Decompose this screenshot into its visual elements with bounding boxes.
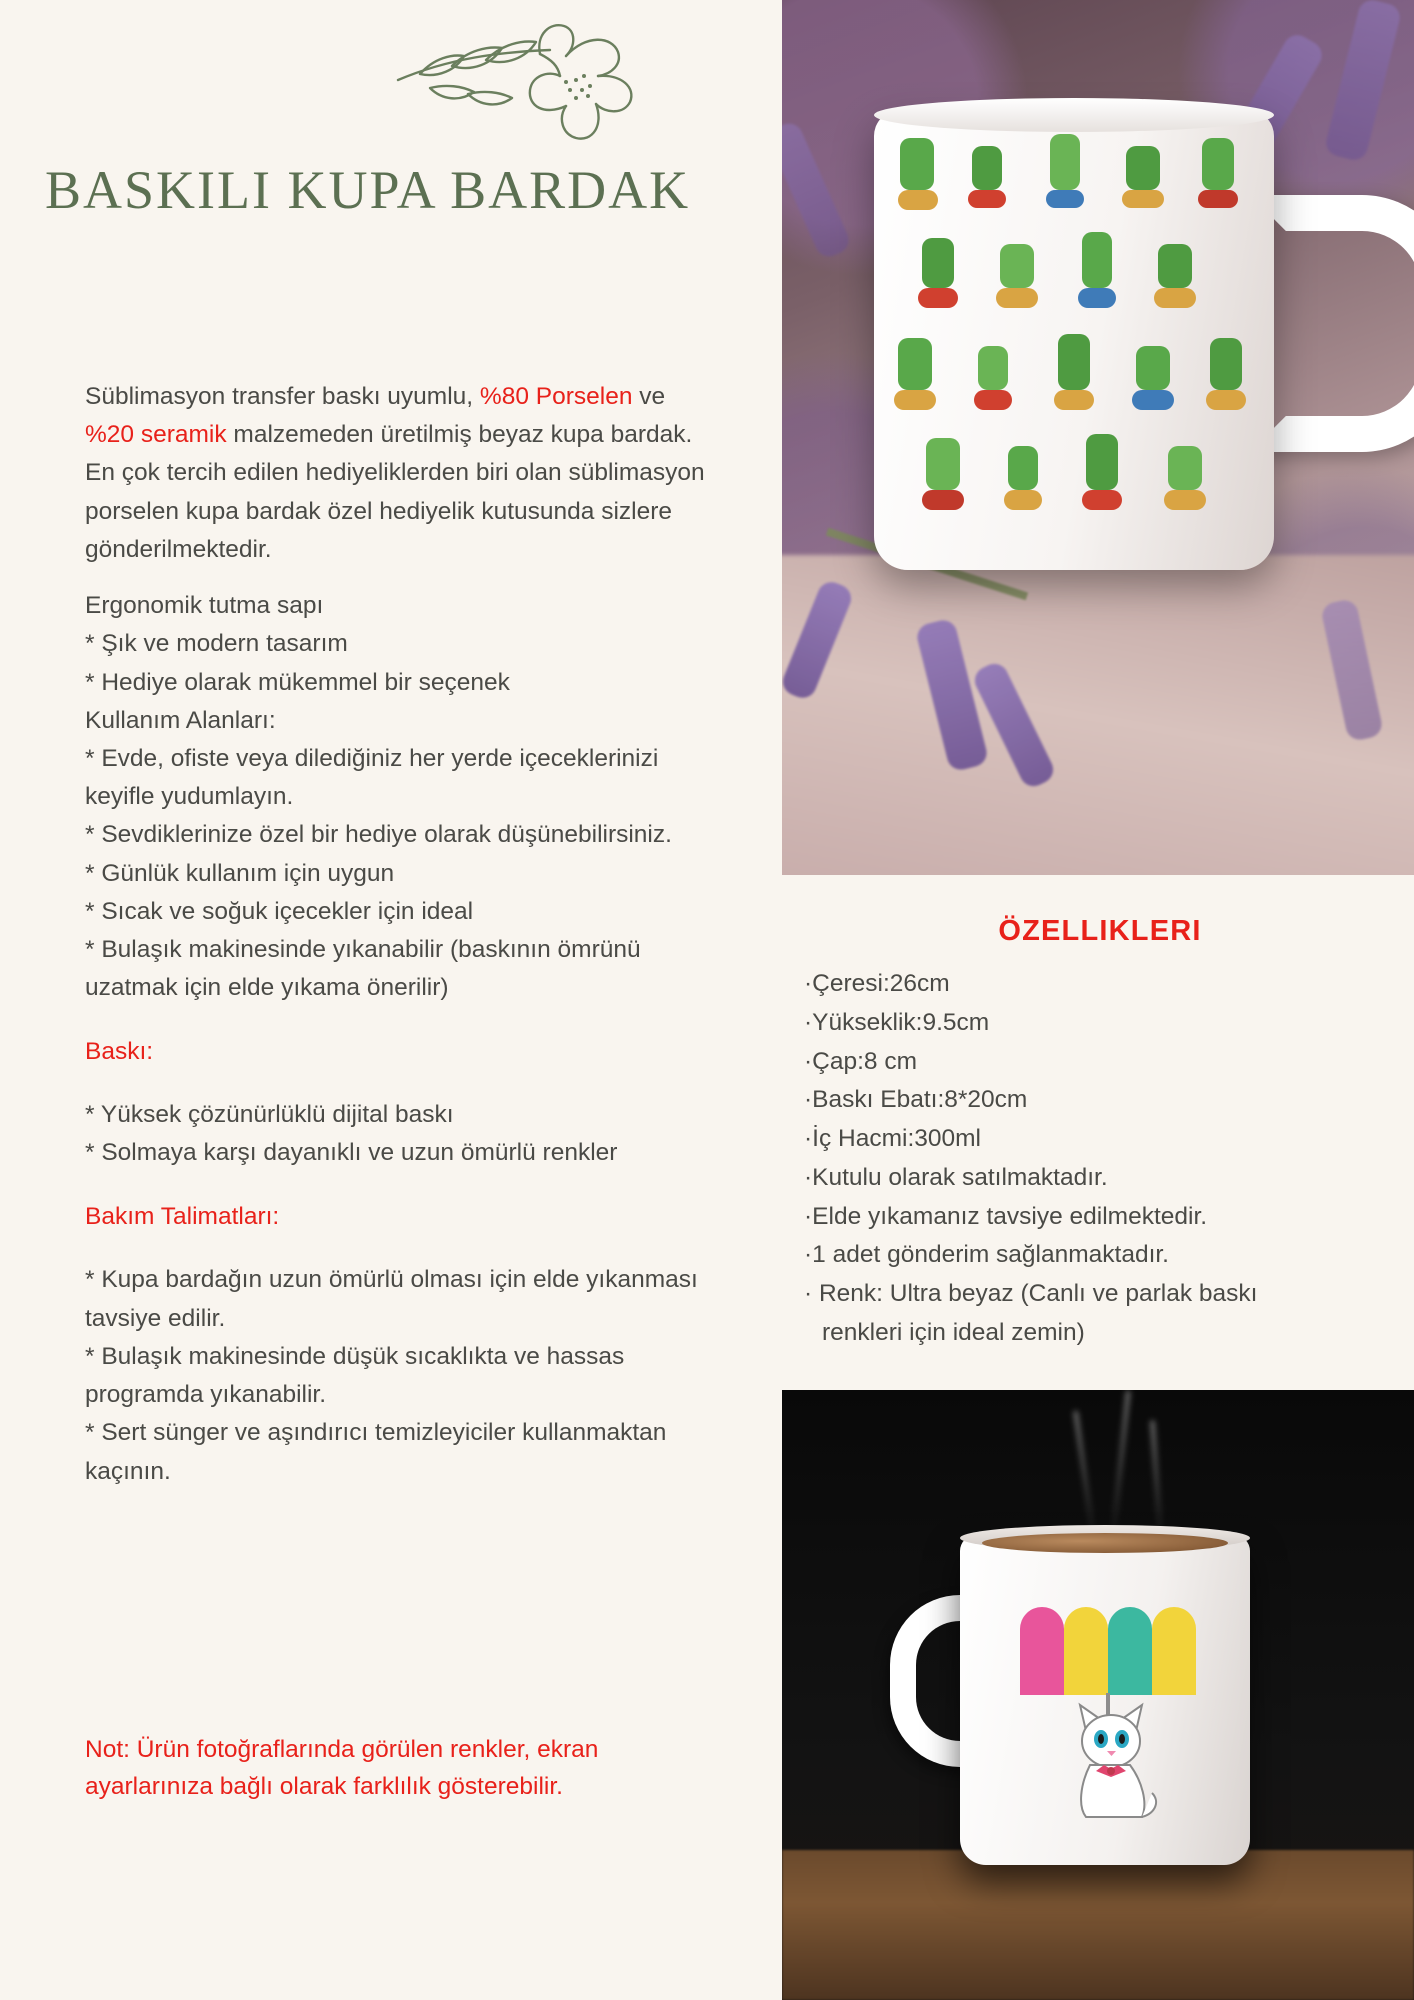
coffee-surface: [982, 1533, 1228, 1553]
intro-paragraph: [85, 378, 705, 569]
intro-part3: malzemeden üretilmiş beyaz kupa bardak. En çok tercih edilen hediyeliklerden biri olan süblimasyon porselen kupa bardak özel hediyelik kutusunda sizlere gönderilmektedir.: [85, 421, 705, 563]
feature-item: Ergonomik tutma sapı: [85, 592, 324, 620]
care-item: * Kupa bardağın uzun ömürlü olması için elde yıkanması tavsiye edilir.: [85, 1266, 698, 1332]
color-disclaimer-note: Not: Ürün fotoğraflarında görülen renkler, ekran ayarlarınıza bağlı olarak farklılık gösterebilir.: [85, 1736, 599, 1800]
mug-with-cactus-pattern-photo: [782, 0, 1414, 875]
flower-branch-icon: [390, 18, 680, 158]
print-item: * Solmaya karşı dayanıklı ve uzun ömürlü renkler: [85, 1139, 618, 1167]
cat-graphic: [1056, 1685, 1166, 1825]
spec-item: ·Çeresi:26cm: [804, 970, 950, 997]
spec-item: ·İç Hacmi:300ml: [804, 1125, 981, 1152]
intro-part2: ve: [632, 383, 666, 410]
mug-body: [874, 110, 1274, 570]
page-title: BASKILI KUPA BARDAK: [45, 160, 691, 220]
print-heading: Baskı:: [85, 1037, 154, 1065]
cactus-pattern: [882, 120, 1266, 550]
feature-item: * Evde, ofiste veya dilediğiniz her yerde içeceklerinizi keyifle yudumlayın.: [85, 744, 659, 811]
umbrella-graphic: [1020, 1607, 1196, 1695]
feature-item: * Sıcak ve soğuk içecekler için ideal: [85, 897, 474, 925]
spec-item: · Renk: Ultra beyaz (Canlı ve parlak baskı: [804, 1280, 1258, 1307]
specs-title: ÖZELLIKLERI: [998, 915, 1202, 947]
spec-item: ·Elde yıkamanız tavsiye edilmektedir.: [804, 1202, 1208, 1230]
intro-part1: Süblimasyon transfer baskı uyumlu,: [85, 383, 480, 410]
specs-list: [804, 966, 1396, 1352]
specs-section: [782, 915, 1414, 1354]
feature-item: * Hediye olarak mükemmel bir seçenek: [85, 668, 510, 696]
feature-item: * Şık ve modern tasarım: [85, 630, 348, 658]
description-body: [85, 378, 705, 1491]
spec-item: renkleri için ideal zemin): [822, 1318, 1085, 1346]
care-item: * Bulaşık makinesinde düşük sıcaklıkta ve hassas programda yıkanabilir.: [85, 1342, 625, 1409]
intro-highlight1: %80 Porselen: [479, 383, 633, 410]
intro-highlight2: %20 seramik: [85, 421, 227, 449]
spec-item: ·Yükseklik:9.5cm: [804, 1008, 990, 1036]
spec-item: ·Baskı Ebatı:8*20cm: [804, 1086, 1028, 1114]
spacer: [85, 1235, 705, 1261]
spacer: [85, 1008, 705, 1034]
feature-item: * Sevdiklerinize özel bir hediye olarak düşünebilirsiniz.: [85, 821, 672, 849]
mug-body: [960, 1535, 1250, 1865]
feature-item: * Bulaşık makinesinde yıkanabilir (baskının ömrünü uzatmak için elde yıkama önerilir): [85, 936, 641, 1002]
feature-item: * Günlük kullanım için uygun: [85, 859, 395, 887]
print-item: * Yüksek çözünürlüklü dijital baskı: [85, 1101, 454, 1129]
feature-item: Kullanım Alanları:: [85, 706, 276, 734]
spacer: [85, 1070, 705, 1096]
care-item: * Sert sünger ve aşındırıcı temizleyiciler kullanmaktan kaçının.: [85, 1419, 667, 1485]
mug-with-cat-umbrella-photo: [782, 1390, 1414, 2000]
right-media-column: [782, 0, 1414, 2000]
mug-handle: [1250, 195, 1414, 452]
spec-item: ·Çap:8 cm: [804, 1047, 918, 1075]
care-heading: Bakım Talimatları:: [85, 1202, 280, 1230]
spec-item: ·1 adet gönderim sağlanmaktadır.: [804, 1241, 1169, 1269]
spacer: [85, 1173, 705, 1199]
spec-item: ·Kutulu olarak satılmaktadır.: [804, 1163, 1108, 1191]
